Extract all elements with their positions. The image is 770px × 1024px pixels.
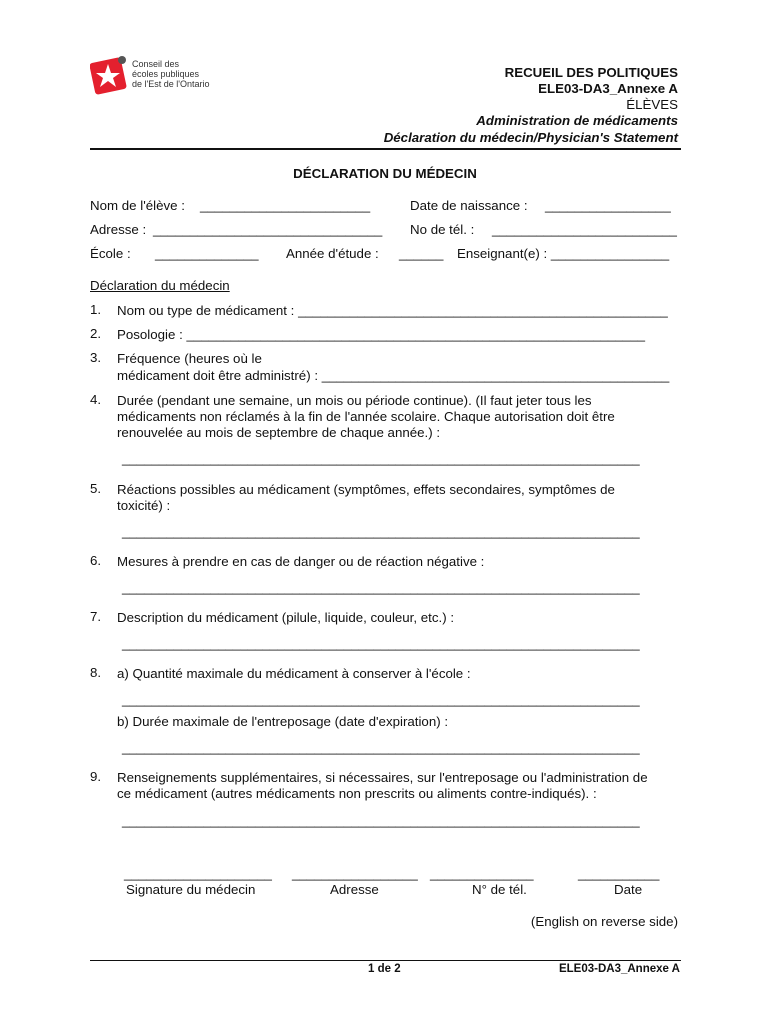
- header-policy-title: RECUEIL DES POLITIQUES: [504, 65, 678, 80]
- phone-label: No de tél. :: [410, 222, 475, 237]
- item-number: 5.: [90, 481, 102, 496]
- logo-line-3: de l'Est de l'Ontario: [132, 79, 210, 89]
- item-5-reactions-line-2: toxicité) :: [117, 498, 171, 513]
- birthdate-label: Date de naissance :: [410, 198, 528, 213]
- birthdate-field[interactable]: _________________: [545, 198, 671, 213]
- logo-line-2: écoles publiques: [132, 69, 200, 79]
- student-name-label: Nom de l'élève :: [90, 198, 185, 213]
- item-8b-answer-line[interactable]: ______________________________________________________________________: [122, 740, 640, 755]
- date-field[interactable]: ___________: [578, 866, 660, 881]
- address-label: Adresse :: [90, 222, 147, 237]
- item-6-answer-line[interactable]: ______________________________________________________________________: [122, 580, 640, 595]
- item-3-frequency-line-1: Fréquence (heures où le: [117, 351, 262, 366]
- item-1-medication-name[interactable]: Nom ou type de médicament : __________________________________________________: [117, 303, 668, 318]
- item-2-dosage[interactable]: Posologie : ______________________________________________________________: [117, 327, 645, 342]
- header-divider: [90, 148, 681, 150]
- item-9-additional-line-2: ce médicament (autres médicaments non prescrits ou aliments contre-indiqués). :: [117, 786, 597, 801]
- signature-label: Signature du médecin: [126, 882, 256, 897]
- item-8b-storage-duration: b) Durée maximale de l'entreposage (date d'expiration) :: [117, 714, 449, 729]
- doctor-address-label: Adresse: [330, 882, 379, 897]
- item-9-additional-line-1: Renseignements supplémentaires, si nécessaires, sur l'entreposage ou l'administration de: [117, 770, 648, 785]
- footer-code: ELE03-DA3_Annexe A: [558, 963, 680, 975]
- item-7-description: Description du médicament (pilule, liquide, couleur, etc.) :: [117, 610, 455, 625]
- header-statement: Déclaration du médecin/Physician's Statement: [383, 130, 678, 145]
- item-4-duration-line-2: médicaments non réclamés à la fin de l'année scolaire. Chaque autorisation doit être: [117, 409, 615, 424]
- grade-label: Année d'étude :: [286, 246, 379, 261]
- logo-line-1: Conseil des: [132, 59, 180, 69]
- school-label: École :: [90, 246, 131, 261]
- item-3-frequency-line-2[interactable]: médicament doit être administré) : _______________________________________________: [117, 368, 670, 383]
- header-code: ELE03-DA3_Annexe A: [538, 81, 678, 96]
- phone-field[interactable]: _________________________: [492, 222, 677, 237]
- item-number: 7.: [90, 609, 102, 624]
- item-number: 8.: [90, 665, 102, 680]
- student-name-field[interactable]: _______________________: [200, 198, 371, 213]
- date-label: Date: [614, 882, 643, 897]
- item-4-duration-line-3: renouvelée au mois de septembre de chaque année.) :: [117, 425, 441, 440]
- item-8a-answer-line[interactable]: ______________________________________________________________________: [122, 692, 640, 707]
- item-5-reactions-line-1: Réactions possibles au médicament (symptômes, effets secondaires, symptômes de: [117, 482, 615, 497]
- item-number: 9.: [90, 769, 102, 784]
- item-5-answer-line[interactable]: ______________________________________________________________________: [122, 524, 640, 539]
- school-field[interactable]: ______________: [155, 246, 259, 261]
- doctor-address-field[interactable]: _________________: [292, 866, 418, 881]
- header-category: ÉLÈVES: [626, 97, 678, 112]
- item-4-duration-line-1: Durée (pendant une semaine, un mois ou période continue). (Il faut jeter tous les: [117, 393, 592, 408]
- grade-field[interactable]: ______: [399, 246, 444, 261]
- item-number: 4.: [90, 392, 102, 407]
- item-7-answer-line[interactable]: ______________________________________________________________________: [122, 636, 640, 651]
- doctor-phone-field[interactable]: ______________: [430, 866, 534, 881]
- item-9-answer-line[interactable]: ______________________________________________________________________: [122, 813, 640, 828]
- doctor-phone-label: N° de tél.: [472, 882, 527, 897]
- item-number: 6.: [90, 553, 102, 568]
- header-subject: Administration de médicaments: [476, 113, 678, 128]
- teacher-field[interactable]: Enseignant(e) : ________________: [457, 246, 670, 261]
- item-number: 1.: [90, 302, 102, 317]
- english-note: (English on reverse side): [530, 914, 678, 929]
- item-6-measures: Mesures à prendre en cas de danger ou de réaction négative :: [117, 554, 485, 569]
- logo-star-icon: [90, 54, 130, 98]
- page-title: DÉCLARATION DU MÉDECIN: [293, 166, 477, 181]
- address-field[interactable]: _______________________________: [153, 222, 383, 237]
- item-4-answer-line[interactable]: ______________________________________________________________________: [122, 451, 640, 466]
- item-number: 3.: [90, 350, 102, 365]
- signature-field[interactable]: ____________________: [124, 866, 272, 881]
- logo-text: [132, 59, 209, 89]
- item-number: 2.: [90, 326, 102, 341]
- section-heading: Déclaration du médecin: [90, 278, 230, 293]
- footer-divider: [90, 960, 681, 961]
- item-8a-max-quantity: a) Quantité maximale du médicament à conserver à l'école :: [117, 666, 471, 681]
- page-number: 1 de 2: [368, 963, 401, 975]
